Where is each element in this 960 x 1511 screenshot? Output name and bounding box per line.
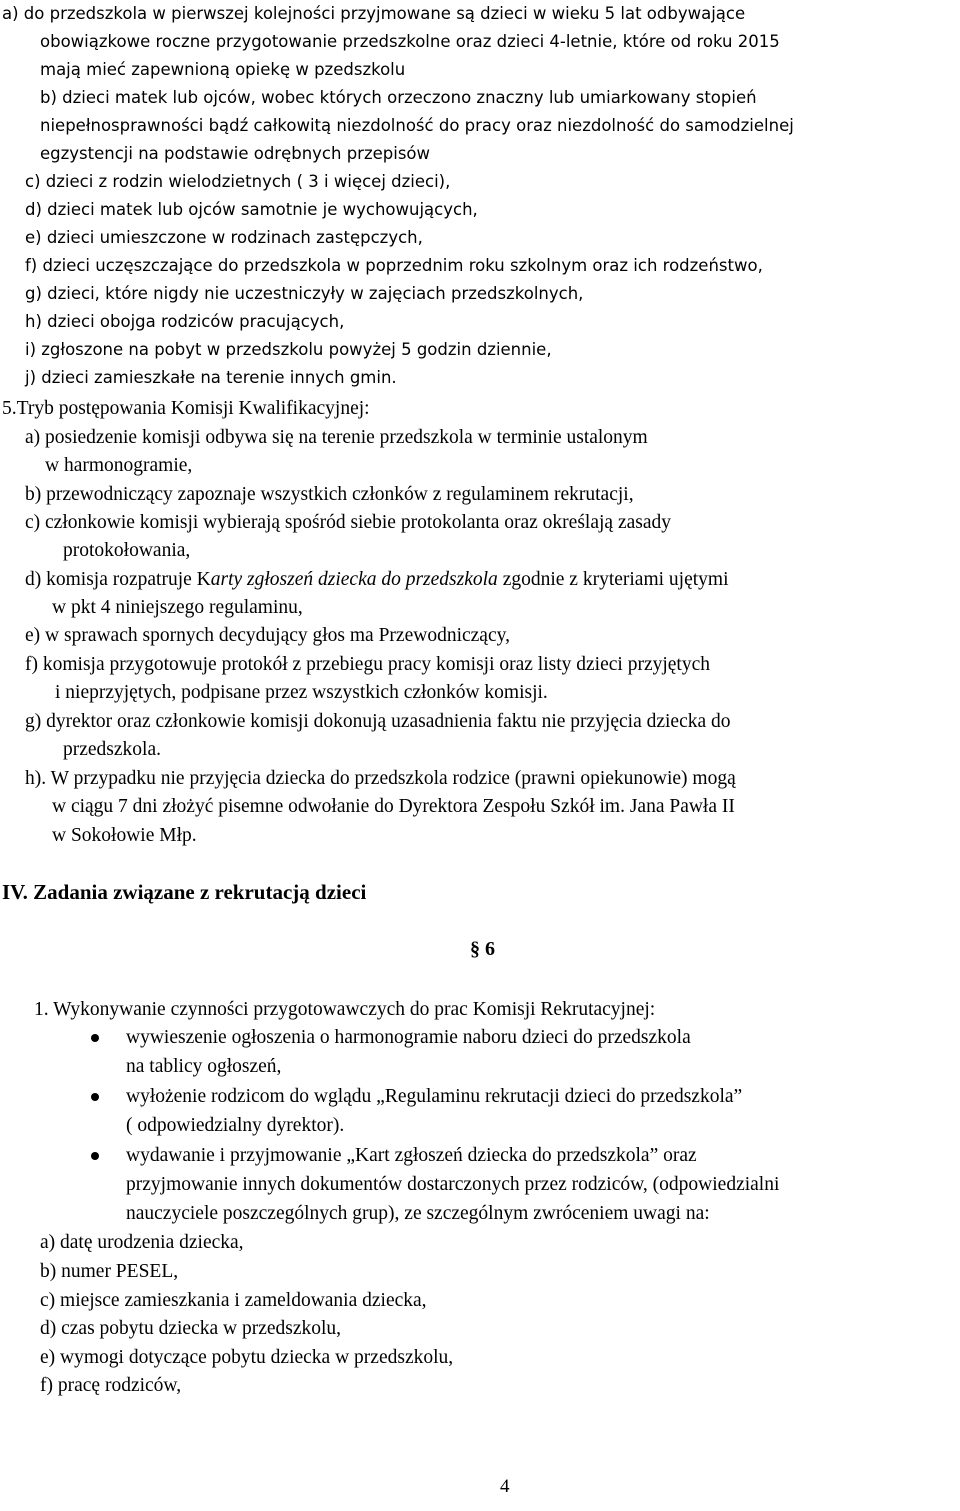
section5-item-f-line2: i nieprzyjętych, podpisane przez wszystkich członków komisji. — [55, 682, 548, 703]
list-item-e: e) dzieci umieszczone w rodzinach zastępczych, — [25, 228, 423, 247]
section5-item-g-line2: przedszkola. — [63, 739, 161, 760]
section5-item-h-line2: w ciągu 7 dni złożyć pisemne odwołanie do Dyrektora Zespołu Szkół im. Jana Pawła II — [52, 796, 735, 817]
section5-item-c-line2: protokołowania, — [63, 540, 191, 561]
list-item-d: d) dzieci matek lub ojców samotnie je wychowujących, — [25, 200, 478, 219]
bullet2-line2: ( odpowiedzialny dyrektor). — [126, 1115, 345, 1136]
list-item-a-line1: a) do przedszkola w pierwszej kolejności przyjmowane są dzieci w wieku 5 lat odbywające — [2, 4, 746, 23]
list-item-h: h) dzieci obojga rodziców pracujących, — [25, 312, 345, 331]
section5-item-h-line1: h). W przypadku nie przyjęcia dziecka do przedszkola rodzice (prawni opiekunowie) mogą — [25, 768, 736, 789]
sublist-item-e: e) wymogi dotyczące pobytu dziecka w przedszkolu, — [40, 1347, 454, 1368]
list-item-i: i) zgłoszone na pobyt w przedszkolu powyżej 5 godzin dziennie, — [25, 340, 552, 359]
sublist-item-f: f) pracę rodziców, — [40, 1375, 182, 1396]
sublist-item-c: c) miejsce zamieszkania i zameldowania dziecka, — [40, 1290, 427, 1311]
section5-item-b: b) przewodniczący zapoznaje wszystkich członków z regulaminem rekrutacji, — [25, 484, 634, 505]
paragraph-number: § 6 — [470, 938, 495, 960]
bullet3-line2: przyjmowanie innych dokumentów dostarczonych przez rodziców, (odpowiedzialni — [126, 1174, 780, 1195]
section5-item-a-line2: w harmonogramie, — [45, 455, 193, 476]
section5-item-a-line1: a) posiedzenie komisji odbywa się na terenie przedszkola w terminie ustalonym — [25, 427, 648, 448]
list-item-c: c) dzieci z rodzin wielodzietnych ( 3 i więcej dzieci), — [25, 172, 451, 191]
section5-title: 5.Tryb postępowania Komisji Kwalifikacyjnej: — [2, 398, 370, 419]
list-item-b-line1: b) dzieci matek lub ojców, wobec których orzeczono znaczny lub umiarkowany stopień — [40, 88, 757, 107]
section5-item-h-line3: w Sokołowie Młp. — [52, 825, 197, 846]
chapter-heading: IV. Zadania związane z rekrutacją dzieci — [2, 880, 367, 904]
section5-item-f-line1: f) komisja przygotowuje protokół z przebiegu pracy komisji oraz listy dzieci przyjętych — [25, 654, 710, 675]
list-item-a-line3: mają mieć zapewnioną opiekę w pzedszkolu — [40, 60, 406, 79]
list-item-a-line2: obowiązkowe roczne przygotowanie przedszkolne oraz dzieci 4-letnie, które od roku 2015 — [40, 32, 780, 51]
section5-item-e: e) w sprawach spornych decydujący głos ma Przewodniczący, — [25, 625, 510, 646]
section5-item-d-suffix: zgodnie z kryteriami ujętymi — [497, 569, 729, 590]
sublist-item-b: b) numer PESEL, — [40, 1261, 179, 1282]
bullet3-line1: wydawanie i przyjmowanie „Kart zgłoszeń dziecka do przedszkola” oraz — [126, 1145, 697, 1166]
sublist-item-a: a) datę urodzenia dziecka, — [40, 1232, 244, 1253]
section5-item-d-italic: arty zgłoszeń dziecka do przedszkola — [210, 569, 498, 590]
bullet1-line2: na tablicy ogłoszeń, — [126, 1056, 282, 1077]
bullet1-line1: wywieszenie ogłoszenia o harmonogramie naboru dzieci do przedszkola — [126, 1027, 691, 1048]
page-number: 4 — [500, 1476, 510, 1497]
list-item-b-line3: egzystencji na podstawie odrębnych przepisów — [40, 144, 431, 163]
bullet-icon — [91, 1093, 99, 1101]
section5-item-d-prefix: d) komisja rozpatruje K — [25, 569, 211, 590]
section5-item-g-line1: g) dyrektor oraz członkowie komisji dokonują uzasadnienia faktu nie przyjęcia dziecka do — [25, 711, 731, 732]
list-item-b-line2: niepełnosprawności bądź całkowitą niezdolność do pracy oraz niezdolność do samodzielnej — [40, 116, 794, 135]
bullet3-line3: nauczyciele poszczególnych grup), ze szczególnym zwróceniem uwagi na: — [126, 1203, 710, 1224]
item1-title: 1. Wykonywanie czynności przygotowawczych do prac Komisji Rekrutacyjnej: — [34, 999, 656, 1020]
sublist-item-d: d) czas pobytu dziecka w przedszkolu, — [40, 1318, 342, 1339]
list-item-j: j) dzieci zamieszkałe na terenie innych gmin. — [25, 368, 397, 387]
bullet-icon — [91, 1034, 99, 1042]
section5-item-d-line1 — [25, 566, 729, 594]
section5-item-c-line1: c) członkowie komisji wybierają spośród siebie protokolanta oraz określają zasady — [25, 512, 671, 533]
bullet-icon — [91, 1152, 99, 1160]
section5-item-d-line2: w pkt 4 niniejszego regulaminu, — [52, 597, 303, 618]
list-item-g: g) dzieci, które nigdy nie uczestniczyły w zajęciach przedszkolnych, — [25, 284, 584, 303]
list-item-f: f) dzieci uczęszczające do przedszkola w poprzednim roku szkolnym oraz ich rodzeństwo, — [25, 256, 763, 275]
bullet2-line1: wyłożenie rodzicom do wglądu „Regulaminu rekrutacji dzieci do przedszkola” — [126, 1086, 743, 1107]
